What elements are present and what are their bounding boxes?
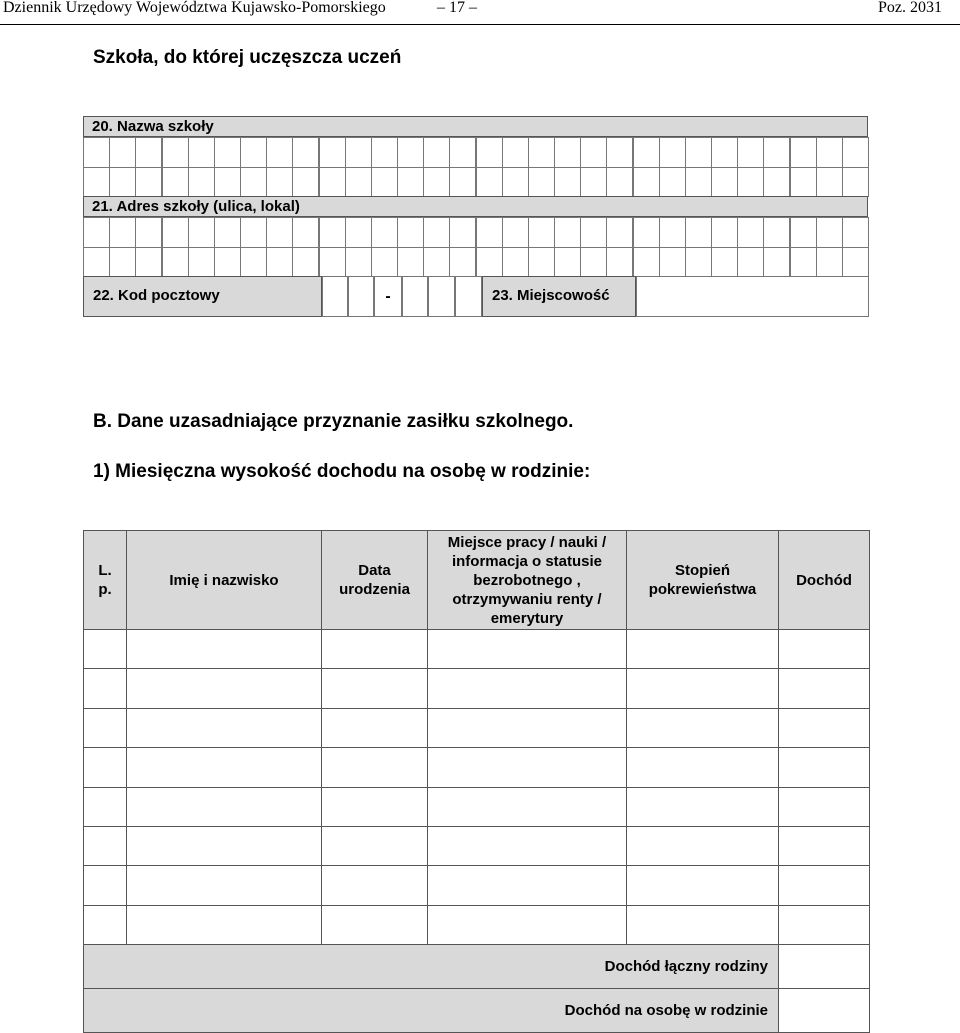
income-cell[interactable]	[84, 708, 127, 747]
char-cell[interactable]	[737, 217, 764, 248]
char-cell[interactable]	[737, 137, 764, 168]
char-cell[interactable]	[606, 217, 633, 248]
char-cell[interactable]	[633, 217, 660, 248]
char-cell[interactable]	[528, 167, 555, 198]
city-input[interactable]	[636, 276, 869, 317]
per-person-row	[84, 989, 870, 1033]
income-cell[interactable]	[428, 787, 627, 826]
char-cell[interactable]	[449, 137, 476, 168]
section-b-subtitle: 1) Miesięczna wysokość dochodu na osobę w rodzinie:	[93, 461, 591, 482]
char-cell[interactable]	[790, 247, 817, 278]
char-cell[interactable]	[188, 217, 215, 248]
char-cell[interactable]	[135, 247, 162, 278]
income-cell[interactable]	[779, 905, 870, 944]
char-cell[interactable]	[816, 217, 843, 248]
char-cell[interactable]	[371, 247, 398, 278]
income-cell[interactable]	[428, 905, 627, 944]
char-cell[interactable]	[737, 247, 764, 278]
char-cell[interactable]	[502, 137, 529, 168]
char-cell[interactable]	[476, 247, 503, 278]
char-cell[interactable]	[319, 217, 346, 248]
income-cell[interactable]	[779, 630, 870, 669]
income-row	[84, 708, 870, 747]
char-cell[interactable]	[763, 217, 790, 248]
income-cell[interactable]	[322, 669, 428, 708]
header-workplace: Miejsce pracy / nauki / informacja o statusie bezrobotnego , otrzymywaniu renty / emerytury	[428, 531, 627, 630]
income-cell[interactable]	[428, 669, 627, 708]
char-cell[interactable]	[737, 167, 764, 198]
income-cell[interactable]	[322, 787, 428, 826]
char-cell[interactable]	[266, 167, 293, 198]
char-cell[interactable]	[292, 137, 319, 168]
char-cell[interactable]	[345, 137, 372, 168]
char-cell[interactable]	[816, 247, 843, 278]
char-cell[interactable]	[606, 247, 633, 278]
char-cell[interactable]	[606, 167, 633, 198]
income-cell[interactable]	[322, 826, 428, 865]
postal-city-row	[83, 276, 869, 317]
header-lp: L. p.	[84, 531, 127, 630]
char-cell[interactable]	[135, 137, 162, 168]
char-cell[interactable]	[502, 217, 529, 248]
char-cell[interactable]	[345, 167, 372, 198]
total-family-row	[84, 945, 870, 989]
char-cell[interactable]	[580, 137, 607, 168]
char-cell[interactable]	[816, 167, 843, 198]
char-cell[interactable]	[633, 247, 660, 278]
income-cell[interactable]	[84, 669, 127, 708]
char-cell[interactable]	[476, 167, 503, 198]
income-cell[interactable]	[428, 826, 627, 865]
income-cell[interactable]	[779, 866, 870, 905]
char-cell[interactable]	[266, 217, 293, 248]
char-cell[interactable]	[659, 167, 686, 198]
income-cell[interactable]	[627, 669, 779, 708]
char-cell[interactable]	[449, 167, 476, 198]
char-cell[interactable]	[345, 247, 372, 278]
position-number: Poz. 2031	[878, 0, 942, 16]
income-cell[interactable]	[84, 630, 127, 669]
char-cell[interactable]	[83, 167, 110, 198]
char-cell[interactable]	[606, 137, 633, 168]
income-cell[interactable]	[627, 748, 779, 787]
income-cell[interactable]	[428, 708, 627, 747]
postal-code-label: 22. Kod pocztowy	[83, 276, 322, 317]
char-cell[interactable]	[763, 137, 790, 168]
char-cell[interactable]	[109, 137, 136, 168]
char-cell[interactable]	[633, 137, 660, 168]
char-cell[interactable]	[711, 217, 738, 248]
char-cell[interactable]	[319, 247, 346, 278]
per-person-value[interactable]	[779, 989, 870, 1033]
char-cell[interactable]	[423, 217, 450, 248]
income-row	[84, 866, 870, 905]
income-cell[interactable]	[627, 866, 779, 905]
char-cell[interactable]	[580, 167, 607, 198]
char-cell[interactable]	[423, 247, 450, 278]
char-cell[interactable]	[371, 217, 398, 248]
char-cell[interactable]	[83, 217, 110, 248]
char-cell[interactable]	[633, 167, 660, 198]
char-cell[interactable]	[659, 137, 686, 168]
income-cell[interactable]	[127, 905, 322, 944]
char-cell[interactable]	[188, 167, 215, 198]
journal-title: Dziennik Urzędowy Województwa Kujawsko-Pomorskiego	[3, 0, 386, 16]
char-cell[interactable]	[528, 137, 555, 168]
char-cell[interactable]	[109, 247, 136, 278]
char-cell[interactable]	[109, 167, 136, 198]
char-cell[interactable]	[83, 137, 110, 168]
income-row	[84, 826, 870, 865]
char-cell[interactable]	[790, 217, 817, 248]
postal-digit-cell[interactable]	[402, 276, 428, 317]
income-cell[interactable]	[428, 866, 627, 905]
char-cell[interactable]	[528, 247, 555, 278]
income-cell[interactable]	[322, 748, 428, 787]
city-label: 23. Miejscowość	[482, 276, 636, 317]
header-dob: Data urodzenia	[322, 531, 428, 630]
char-cell[interactable]	[266, 247, 293, 278]
char-cell[interactable]	[240, 247, 267, 278]
char-cell[interactable]	[292, 167, 319, 198]
char-cell[interactable]	[240, 217, 267, 248]
char-cell[interactable]	[188, 247, 215, 278]
header-relationship: Stopień pokrewieństwa	[627, 531, 779, 630]
char-cell[interactable]	[371, 137, 398, 168]
page-number: – 17 –	[437, 0, 477, 16]
income-cell[interactable]	[127, 826, 322, 865]
char-cell[interactable]	[554, 217, 581, 248]
income-cell[interactable]	[84, 787, 127, 826]
char-cell[interactable]	[319, 167, 346, 198]
income-cell[interactable]	[428, 630, 627, 669]
income-cell[interactable]	[322, 708, 428, 747]
char-cell[interactable]	[319, 137, 346, 168]
char-cell[interactable]	[763, 167, 790, 198]
char-cell[interactable]	[162, 247, 189, 278]
income-cell[interactable]	[84, 905, 127, 944]
income-row	[84, 787, 870, 826]
income-cell[interactable]	[322, 905, 428, 944]
income-table-header	[84, 531, 870, 630]
postal-digit-cell[interactable]	[322, 276, 348, 317]
char-cell[interactable]	[554, 167, 581, 198]
income-row	[84, 630, 870, 669]
char-cell[interactable]	[659, 247, 686, 278]
income-cell[interactable]	[779, 826, 870, 865]
char-cell[interactable]	[371, 167, 398, 198]
char-cell[interactable]	[162, 167, 189, 198]
char-cell[interactable]	[188, 137, 215, 168]
char-cell[interactable]	[109, 217, 136, 248]
income-cell[interactable]	[627, 630, 779, 669]
income-cell[interactable]	[322, 866, 428, 905]
income-cell[interactable]	[779, 748, 870, 787]
income-cell[interactable]	[84, 826, 127, 865]
char-cell[interactable]	[554, 137, 581, 168]
char-cell[interactable]	[659, 217, 686, 248]
char-cell[interactable]	[711, 167, 738, 198]
char-cell[interactable]	[528, 217, 555, 248]
income-cell[interactable]	[322, 630, 428, 669]
section-b-title: B. Dane uzasadniające przyznanie zasiłku szkolnego.	[93, 411, 574, 432]
total-family-value[interactable]	[779, 945, 870, 989]
income-cell[interactable]	[428, 748, 627, 787]
char-cell[interactable]	[842, 217, 869, 248]
income-cell[interactable]	[127, 787, 322, 826]
char-cell[interactable]	[449, 217, 476, 248]
char-cell[interactable]	[240, 167, 267, 198]
income-cell[interactable]	[127, 669, 322, 708]
char-cell[interactable]	[214, 217, 241, 248]
income-cell[interactable]	[627, 905, 779, 944]
income-cell[interactable]	[627, 826, 779, 865]
char-cell[interactable]	[476, 137, 503, 168]
header-name: Imię i nazwisko	[127, 531, 322, 630]
char-cell[interactable]	[763, 247, 790, 278]
char-cell[interactable]	[685, 167, 712, 198]
char-cell[interactable]	[214, 247, 241, 278]
postal-digit-cell[interactable]	[455, 276, 482, 317]
char-cell[interactable]	[135, 217, 162, 248]
income-cell[interactable]	[84, 748, 127, 787]
income-cell[interactable]	[779, 787, 870, 826]
char-cell[interactable]	[423, 167, 450, 198]
char-cell[interactable]	[502, 247, 529, 278]
char-cell[interactable]	[685, 247, 712, 278]
char-cell[interactable]	[345, 217, 372, 248]
char-cell[interactable]	[397, 167, 424, 198]
char-cell[interactable]	[554, 247, 581, 278]
char-cell[interactable]	[711, 247, 738, 278]
char-cell[interactable]	[266, 137, 293, 168]
char-cell[interactable]	[580, 247, 607, 278]
char-cell[interactable]	[842, 247, 869, 278]
income-row	[84, 905, 870, 944]
postal-dash: -	[374, 276, 402, 317]
income-cell[interactable]	[127, 630, 322, 669]
char-cell[interactable]	[842, 167, 869, 198]
header-income: Dochód	[779, 531, 870, 630]
income-cell[interactable]	[627, 708, 779, 747]
per-person-label: Dochód na osobę w rodzinie	[84, 989, 779, 1033]
page-header	[0, 0, 960, 25]
income-cell[interactable]	[127, 748, 322, 787]
char-cell[interactable]	[423, 137, 450, 168]
school-section-title: Szkoła, do której uczęszcza uczeń	[93, 47, 402, 68]
postal-digit-cell[interactable]	[348, 276, 374, 317]
income-cell[interactable]	[84, 866, 127, 905]
school-address-label: 21. Adres szkoły (ulica, lokal)	[83, 196, 868, 217]
char-cell[interactable]	[162, 217, 189, 248]
income-cell[interactable]	[127, 708, 322, 747]
income-table	[83, 530, 870, 1033]
char-cell[interactable]	[397, 247, 424, 278]
char-cell[interactable]	[449, 247, 476, 278]
postal-digit-cell[interactable]	[428, 276, 455, 317]
char-cell[interactable]	[842, 137, 869, 168]
char-cell[interactable]	[685, 217, 712, 248]
char-cell[interactable]	[790, 167, 817, 198]
income-cell[interactable]	[779, 669, 870, 708]
char-cell[interactable]	[502, 167, 529, 198]
char-cell[interactable]	[397, 137, 424, 168]
income-row	[84, 748, 870, 787]
income-cell[interactable]	[779, 708, 870, 747]
char-cell[interactable]	[790, 137, 817, 168]
school-name-label: 20. Nazwa szkoły	[83, 116, 868, 137]
char-cell[interactable]	[397, 217, 424, 248]
char-cell[interactable]	[162, 137, 189, 168]
char-cell[interactable]	[214, 137, 241, 168]
income-cell[interactable]	[127, 866, 322, 905]
total-family-label: Dochód łączny rodziny	[84, 945, 779, 989]
char-cell[interactable]	[685, 137, 712, 168]
char-cell[interactable]	[240, 137, 267, 168]
income-row	[84, 669, 870, 708]
char-cell[interactable]	[214, 167, 241, 198]
char-cell[interactable]	[476, 217, 503, 248]
char-cell[interactable]	[292, 247, 319, 278]
char-cell[interactable]	[83, 247, 110, 278]
char-cell[interactable]	[711, 137, 738, 168]
char-cell[interactable]	[292, 217, 319, 248]
char-cell[interactable]	[135, 167, 162, 198]
char-cell[interactable]	[580, 217, 607, 248]
income-cell[interactable]	[627, 787, 779, 826]
char-cell[interactable]	[816, 137, 843, 168]
